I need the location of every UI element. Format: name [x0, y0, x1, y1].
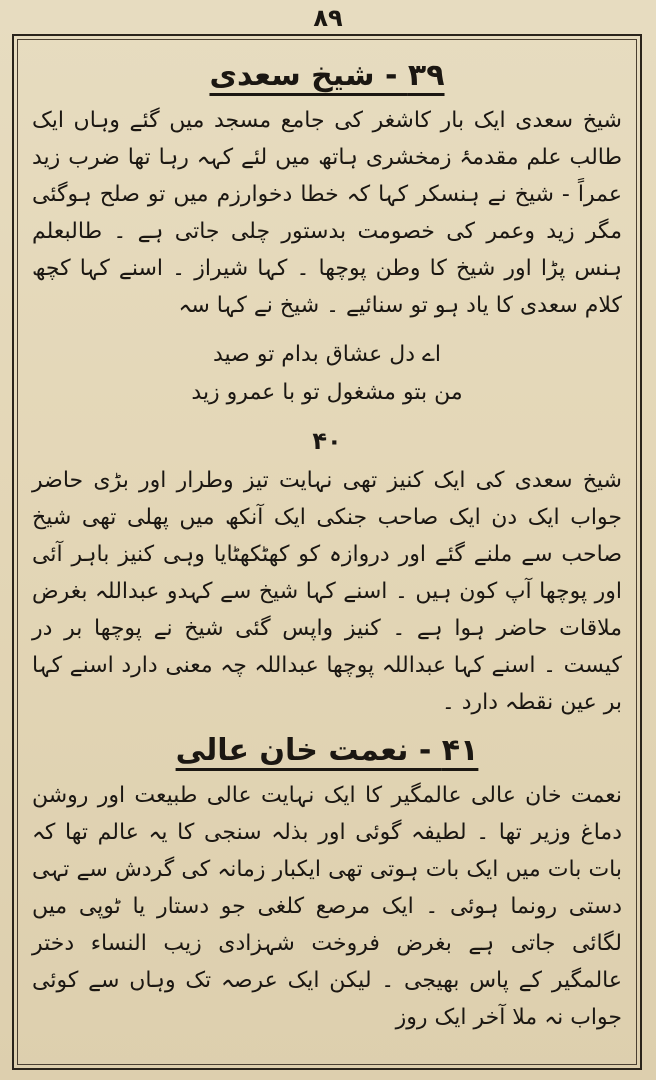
page-content	[32, 54, 622, 1054]
section-paragraph-saadi: شیخ سعدی ایک بار کاشغر کی جامع مسجد میں گئے وہاں ایک طالب علم مقدمۂ زمخشری ہاتھ میں لئے کہہ رہا تھا ضرب زید عمراً - شیخ نے ہنسکر کہا کہ خطا دخوارزم میں تو صلح ہوگئی مگر زید وعمر کی خصومت بدستور چلی جاتی ہے ۔ طالبعلم ہنس پڑا اور شیخ کا وطن پوچھا ۔ کہا شیراز ۔ اسنے کہا کچھ کلام سعدی کا یاد ہو تو سنائیے ۔ شیخ نے کہا سہ	[32, 108, 622, 318]
section-heading-saadi: ۳۹ - شیخ سعدی	[209, 58, 445, 93]
verse-line-2: من بتو مشغول تو با عمرو زید	[191, 380, 463, 405]
section-heading-nemat-khan-aali: ۴۱ - نعمت خان عالی	[175, 733, 479, 768]
verse-block	[32, 336, 622, 412]
page-border-frame	[12, 34, 642, 1070]
section-paragraph-40: شیخ سعدی کی ایک کنیز تھی نہایت تیز وطرار اور بڑی حاضر جواب ایک دن ایک صاحب جنکی ایک آنکھ میں پھلی تھی شیخ صاحب سے ملنے گئے اور دروازہ کو کھٹکھٹایا وہی کنیز باہر آئی اور پوچھا آپ کون ہیں ۔ اسنے کہا شیخ سے کہدو عبداللہ بغرض ملاقات حاضر ہوا ہے ۔ کنیز واپس گئی شیخ نے پوچھا بر در کیست ۔ اسنے کہا عبداللہ پوچھا عبداللہ چہ معنی دارد اسنے کہا بر عین نقطہ دارد ۔	[32, 468, 622, 715]
verse-line-1: اے دل عشاق بدام تو صید	[212, 342, 442, 367]
section-paragraph-nemat-khan-aali: نعمت خان عالی عالمگیر کا ایک نہایت عالی طبیعت اور روشن دماغ وزیر تھا ۔ لطیفہ گوئی اور بذلہ سنجی کا یہ عالم تھا کہ بات بات میں ایک بات ہوتی تھی ایکبار زمانہ کی گردش سے تہی دستی رونما ہوئی ۔ ایک مرصع کلغی جو دستار یا ٹوپی میں لگائی جاتی ہے بغرض فروخت شہزادی زیب النساء دختر عالمگیر کے پاس بھیجی ۔ لیکن ایک عرصہ تک وہاں سے کوئی جواب نہ ملا آخر ایک روز	[32, 783, 622, 1030]
section-number-40: ۴۰	[312, 427, 342, 455]
page-number: ۸۹	[313, 4, 343, 32]
